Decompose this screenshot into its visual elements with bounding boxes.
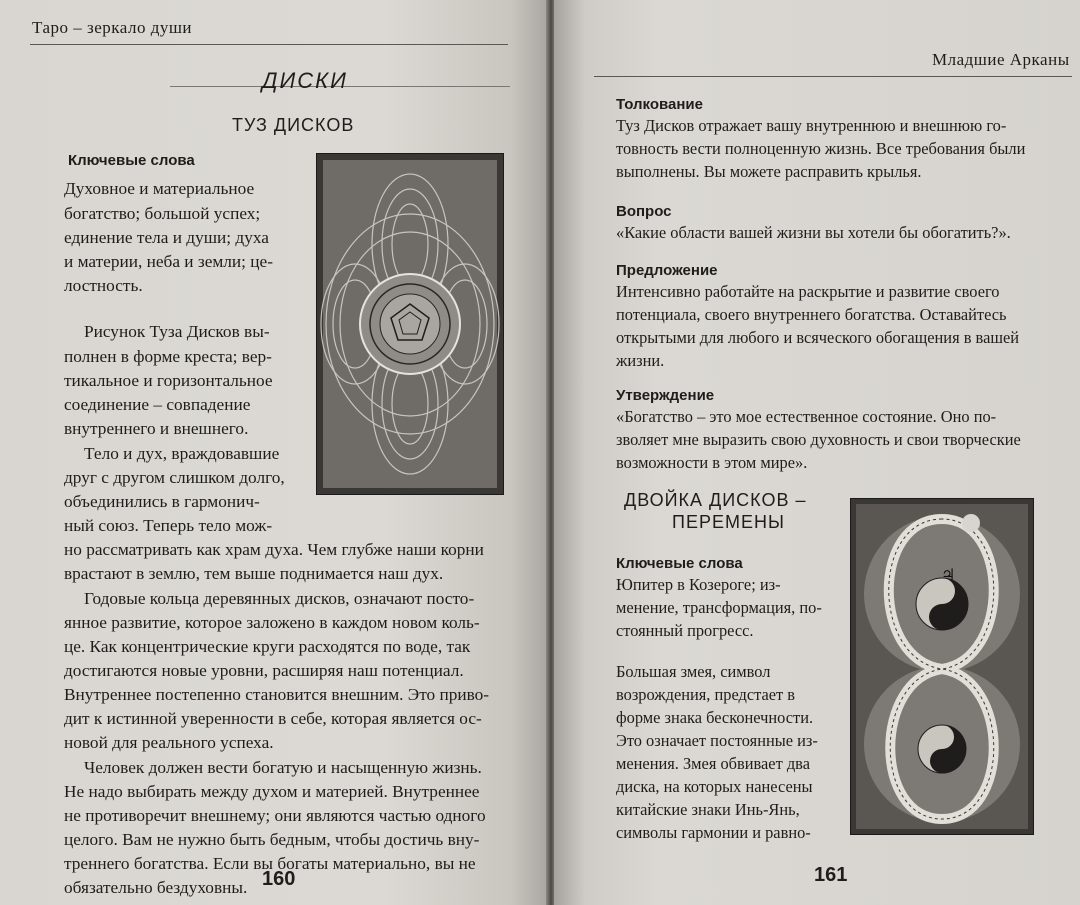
heading-interpretation: Толкование bbox=[616, 96, 703, 113]
text-line: лостность. bbox=[64, 276, 143, 295]
section-title: ДИСКИ bbox=[262, 68, 348, 93]
text-line: тикальное и горизонтальное bbox=[64, 371, 273, 390]
text-line: диска, на которых нанесены bbox=[616, 777, 813, 796]
text-line: открытыми для любого и всяческого обогащения в вашей bbox=[616, 328, 1020, 347]
text-line: зволяет мне выразить свою духовность и свои творческие bbox=[616, 430, 1021, 449]
text-line: новой для реального успеха. bbox=[64, 733, 274, 752]
text-line: целого. Вам не нужно быть бедным, чтобы достичь вну- bbox=[64, 830, 480, 849]
text-line: це. Как концентрические круги расходятся по воде, так bbox=[64, 637, 471, 656]
keywords-heading-2: Ключевые слова bbox=[616, 555, 743, 572]
ace-of-disks-art bbox=[317, 154, 503, 494]
page-number-right: 161 bbox=[814, 864, 848, 886]
text-line: но рассматривать как храм духа. Чем глубже наши корни bbox=[64, 540, 484, 559]
page-number-left: 160 bbox=[262, 868, 296, 890]
text-line: Интенсивно работайте на раскрытие и развитие своего bbox=[616, 282, 1000, 301]
header-rule bbox=[594, 76, 1072, 77]
text-line: друг с другом слишком долго, bbox=[64, 468, 285, 487]
text-line: Рисунок Туза Дисков вы- bbox=[84, 322, 270, 341]
text-line: дит к истинной уверенности в себе, которая является ос- bbox=[64, 709, 482, 728]
text-line: Туз Дисков отражает вашу внутреннюю и внешнюю го- bbox=[616, 116, 1007, 135]
card-title-2: ДВОЙКА ДИСКОВ – bbox=[624, 490, 807, 510]
text-line: менение, трансформация, по- bbox=[616, 598, 822, 617]
text-line: товность вести полноценную жизнь. Все требования были bbox=[616, 139, 1026, 158]
text-line: не противоречит внешнему; они являются частью одного bbox=[64, 806, 486, 825]
heading-suggestion: Предложение bbox=[616, 262, 718, 279]
text-line: жизни. bbox=[616, 351, 665, 370]
right-page bbox=[554, 0, 1080, 905]
text-line: «Богатство – это мое естественное состояние. Оно по- bbox=[616, 407, 997, 426]
text-line: «Какие области вашей жизни вы хотели бы обогатить?». bbox=[616, 223, 1011, 242]
text-line: и материи, неба и земли; це- bbox=[64, 252, 273, 271]
text-line: возрождения, предстает в bbox=[616, 685, 796, 704]
card-title-2-line2: ПЕРЕМЕНЫ bbox=[672, 512, 785, 532]
text-line: врастают в землю, тем выше поднимается наш дух. bbox=[64, 564, 444, 583]
header-rule bbox=[30, 44, 508, 45]
text-line: Это означает постоянные из- bbox=[616, 731, 818, 750]
text-line: богатство; большой успех; bbox=[64, 204, 261, 223]
text-line: обязательно бездуховны. bbox=[64, 878, 248, 897]
text-line: Не надо выбирать между духом и материей. Внутреннее bbox=[64, 782, 480, 801]
keywords-heading: Ключевые слова bbox=[68, 152, 195, 169]
ace-of-disks-card-illustration bbox=[316, 153, 504, 495]
jupiter-symbol-icon: ♃ bbox=[941, 567, 956, 584]
text-line: возможности в этом мире». bbox=[616, 453, 808, 472]
text-line: выполнены. Вы можете расправить крылья. bbox=[616, 162, 922, 181]
text-line: Тело и дух, враждовавшие bbox=[84, 444, 280, 463]
running-header-right: Младшие Арканы bbox=[932, 50, 1070, 69]
text-line: единение тела и души; духа bbox=[64, 228, 269, 247]
text-line: Большая змея, символ bbox=[616, 662, 771, 681]
running-header-left: Таро – зеркало души bbox=[32, 18, 193, 37]
two-of-disks-card-illustration bbox=[850, 498, 1034, 835]
text-line: китайские знаки Инь-Янь, bbox=[616, 800, 800, 819]
text-line: внутреннего и внешнего. bbox=[64, 419, 249, 438]
heading-question: Вопрос bbox=[616, 203, 672, 220]
text-line: янное развитие, которое заложено в каждом новом коль- bbox=[64, 613, 480, 632]
text-line: Внутреннее постепенно становится внешним. Это приво- bbox=[64, 685, 490, 704]
text-line: достигаются новые уровни, расширяя наш потенциал. bbox=[64, 661, 464, 680]
text-line: Годовые кольца деревянных дисков, означают посто- bbox=[84, 589, 475, 608]
text-line: треннего богатства. Если вы богаты материально, вы не bbox=[64, 854, 476, 873]
text-line: Человек должен вести богатую и насыщенную жизнь. bbox=[84, 758, 482, 777]
text-line: форме знака бесконечности. bbox=[616, 708, 814, 727]
text-line: ный союз. Теперь тело мож- bbox=[64, 516, 273, 535]
text-line: символы гармонии и равно- bbox=[616, 823, 811, 842]
text-line: соединение – совпадение bbox=[64, 395, 251, 414]
text-line: полнен в форме креста; вер- bbox=[64, 347, 272, 366]
card-title: ТУЗ ДИСКОВ bbox=[232, 115, 355, 135]
text-line: объединились в гармонич- bbox=[64, 492, 260, 511]
two-of-disks-art bbox=[851, 499, 1033, 834]
text-line: Юпитер в Козероге; из- bbox=[616, 575, 781, 594]
text-line: стоянный прогресс. bbox=[616, 621, 754, 640]
text-line: потенциала, своего внутреннего богатства. Оставайтесь bbox=[616, 305, 1007, 324]
heading-affirmation: Утверждение bbox=[616, 387, 715, 404]
text-line: менения. Змея обвивает два bbox=[616, 754, 810, 773]
text-line: Духовное и материальное bbox=[64, 179, 255, 198]
